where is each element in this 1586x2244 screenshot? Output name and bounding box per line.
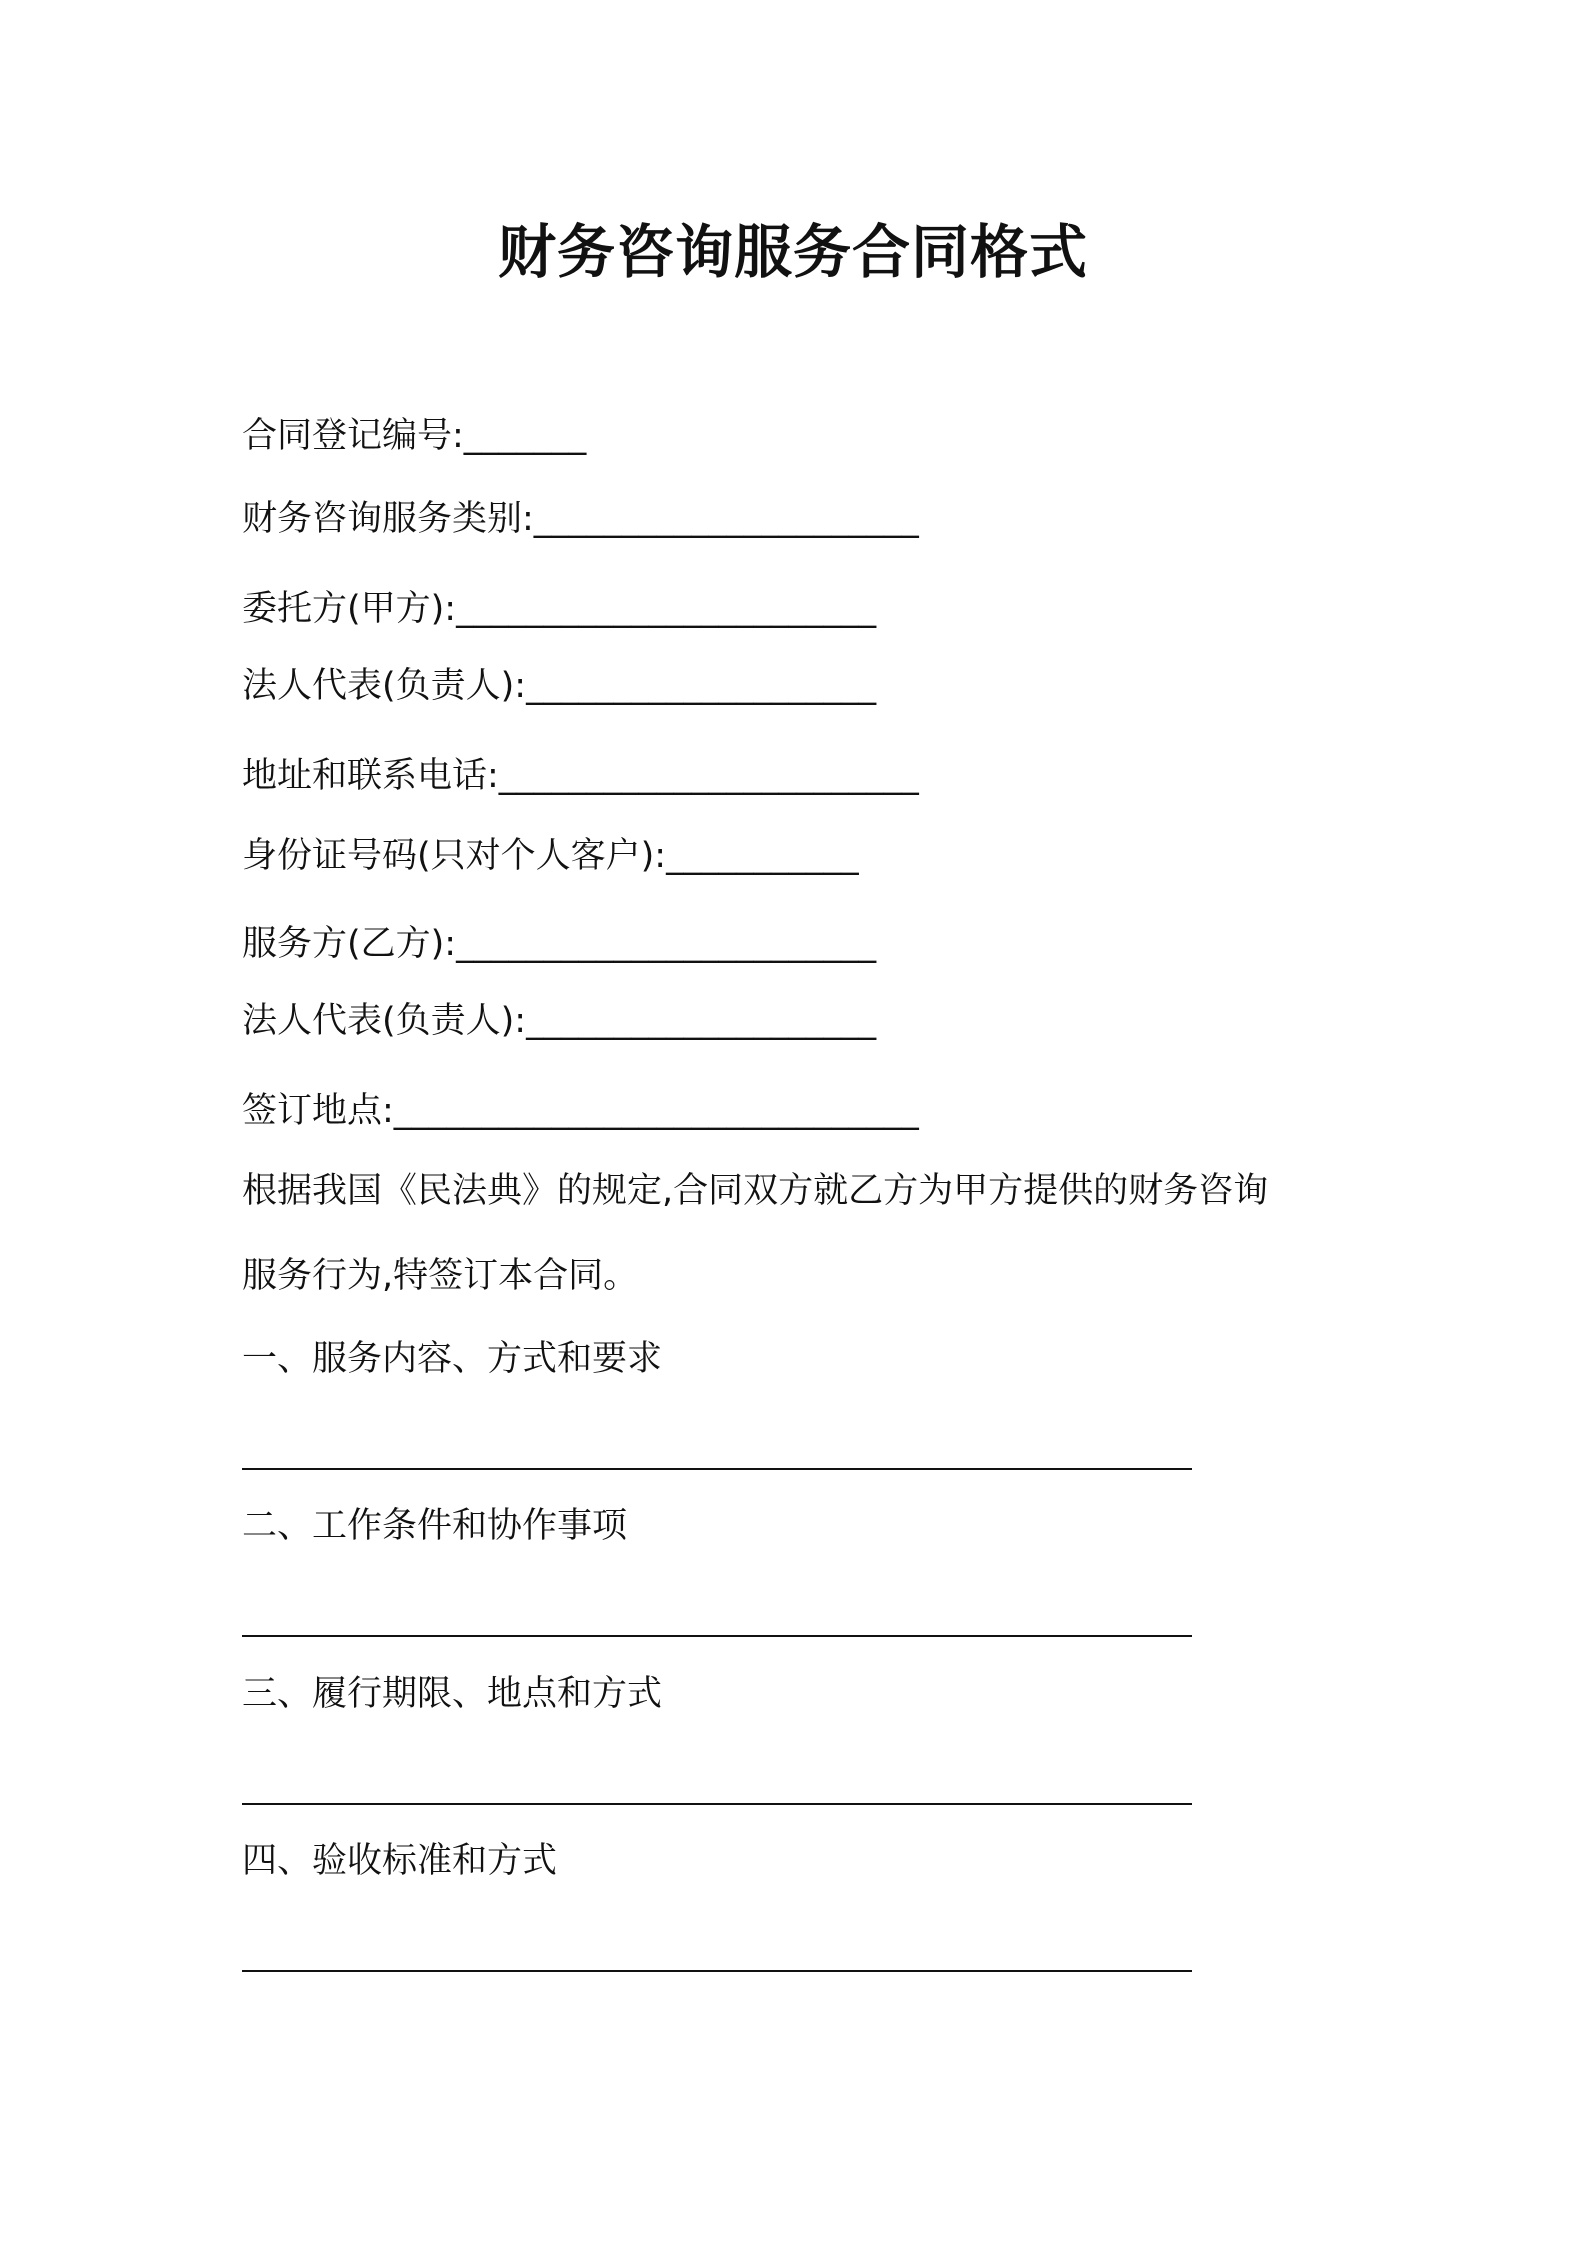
section-blank-3 <box>242 1803 1192 1805</box>
field-party-b-legal-rep: 法人代表(负责人):____________________ <box>242 1001 877 1041</box>
field-address-phone: 地址和联系电话:________________________ <box>242 756 919 796</box>
field-party-a-legal-rep: 法人代表(负责人):____________________ <box>242 666 877 706</box>
section-blank-1 <box>242 1468 1192 1470</box>
section-heading-3: 三、履行期限、地点和方式 <box>242 1674 663 1714</box>
section-blank-4 <box>242 1970 1192 1972</box>
field-contract-number: 合同登记编号:_______ <box>242 416 587 456</box>
intro-line-2: 服务行为,特签订本合同。 <box>242 1256 639 1296</box>
field-id-number: 身份证号码(只对个人客户):___________ <box>242 836 859 876</box>
field-party-a: 委托方(甲方):________________________ <box>242 589 877 629</box>
section-blank-2 <box>242 1635 1192 1637</box>
section-heading-4: 四、验收标准和方式 <box>242 1841 558 1881</box>
field-signing-place: 签订地点:______________________________ <box>242 1091 919 1131</box>
section-heading-1: 一、服务内容、方式和要求 <box>242 1339 663 1379</box>
field-service-category: 财务咨询服务类别:______________________ <box>242 499 919 539</box>
document-title: 财务咨询服务合同格式 <box>497 218 1088 286</box>
field-party-b: 服务方(乙方):________________________ <box>242 924 877 964</box>
section-heading-2: 二、工作条件和协作事项 <box>242 1506 628 1546</box>
intro-line-1: 根据我国《民法典》的规定,合同双方就乙方为甲方提供的财务咨询 <box>242 1171 1269 1211</box>
